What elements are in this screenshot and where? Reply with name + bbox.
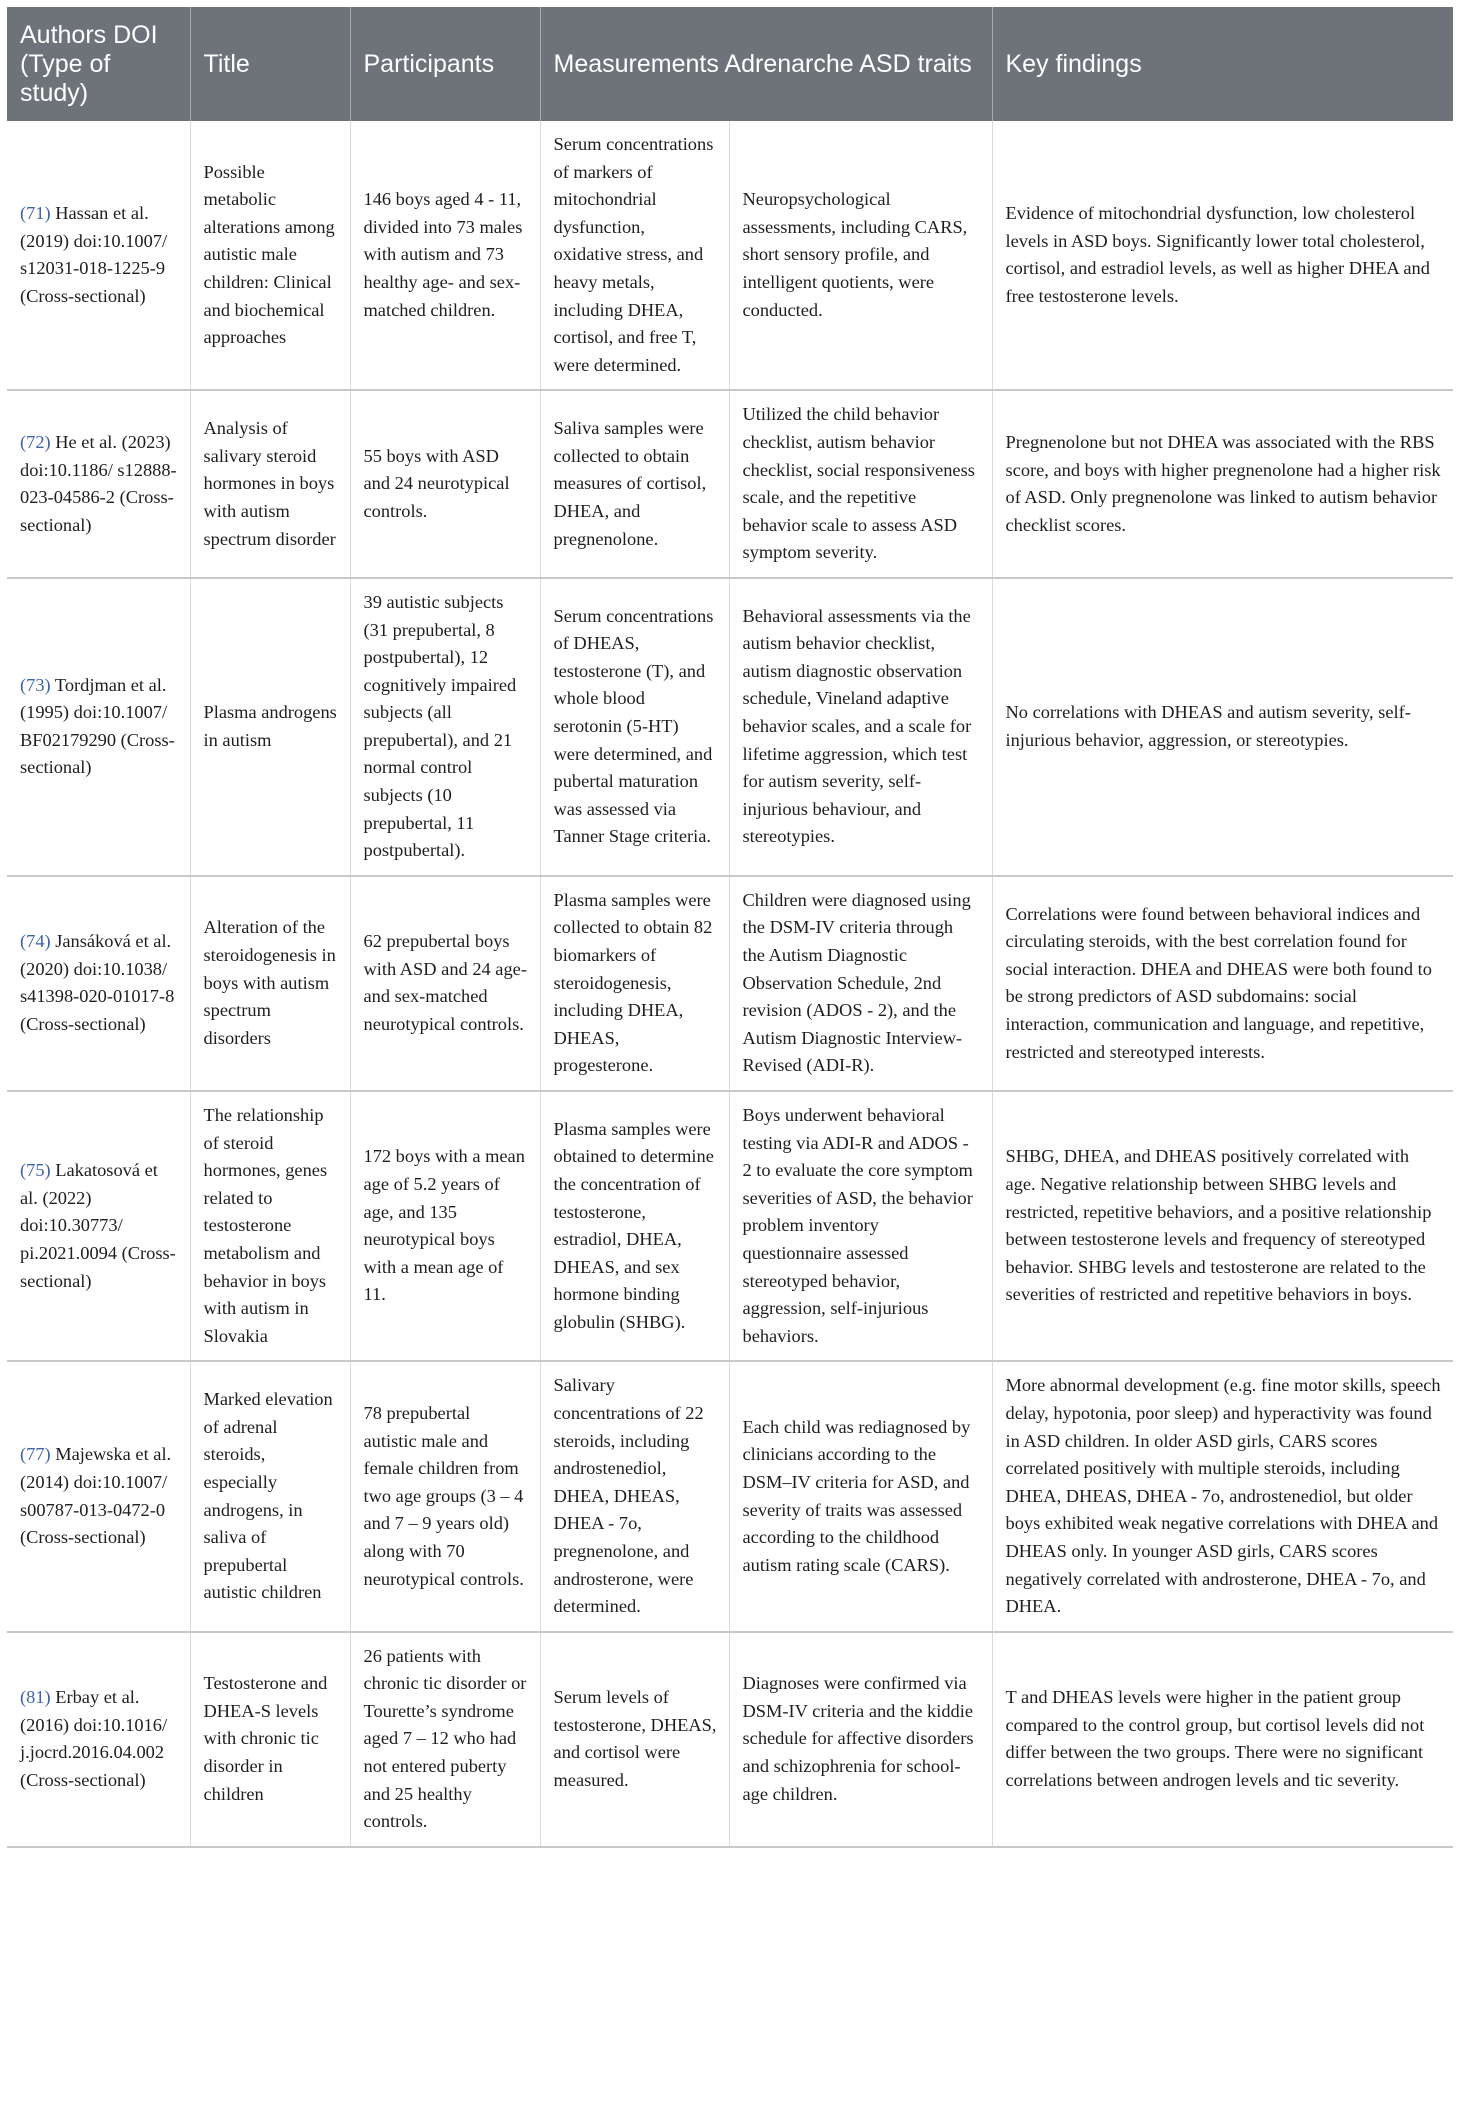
cell-adrenarche-measure: Serum concentrations of DHEAS, testosterone (T), and whole blood serotonin (5-HT) were determined, and pubertal maturation was assessed via Tanner Stage criteria. — [540, 578, 729, 876]
cell-authors — [7, 876, 190, 1091]
cell-asd-traits-measure: Children were diagnosed using the DSM-IV criteria through the Autism Diagnostic Observation Schedule, 2nd revision (ADOS - 2), and the Autism Diagnostic Interview-Revised (ADI-R). — [729, 876, 992, 1091]
cell-authors — [7, 390, 190, 578]
cell-key-findings: SHBG, DHEA, and DHEAS positively correlated with age. Negative relationship between SHBG levels and restricted, repetitive behaviors, and a positive relationship between testosterone levels and frequency of stereotyped behavior. SHBG levels and testosterone are related to the severities of restricted and repetitive behaviors in boys. — [992, 1091, 1453, 1361]
cell-key-findings: Evidence of mitochondrial dysfunction, low cholesterol levels in ASD boys. Significantly lower total cholesterol, cortisol, and estradiol levels, as well as higher DHEA and free testosterone levels. — [992, 121, 1453, 390]
cell-asd-traits-measure: Diagnoses were confirmed via DSM-IV criteria and the kiddie schedule for affective disorders and schizophrenia for school-age children. — [729, 1632, 992, 1847]
reference-link[interactable]: (75) — [20, 1160, 51, 1181]
reference-link[interactable]: (77) — [20, 1444, 51, 1465]
table-row — [7, 876, 1453, 1091]
reference-link[interactable]: (74) — [20, 931, 51, 952]
cell-key-findings: Pregnenolone but not DHEA was associated with the RBS score, and boys with higher pregnenolone had a higher risk of ASD. Only pregnenolone was linked to autism behavior checklist scores. — [992, 390, 1453, 578]
cell-authors — [7, 578, 190, 876]
authors-doi-text: Erbay et al. (2016) doi:10.1016/ j.jocrd.2016.04.002 (Cross-sectional) — [20, 1687, 168, 1790]
cell-asd-traits-measure: Boys underwent behavioral testing via ADI-R and ADOS - 2 to evaluate the core symptom severities of ASD, the behavior problem inventory questionnaire assessed stereotyped behavior, aggression, self-injurious behaviors. — [729, 1091, 992, 1361]
cell-participants: 62 prepubertal boys with ASD and 24 age- and sex-matched neurotypical controls. — [350, 876, 540, 1091]
table-row — [7, 578, 1453, 876]
header-participants: Participants — [350, 7, 540, 121]
cell-adrenarche-measure: Plasma samples were obtained to determine the concentration of testosterone, estradiol, DHEA, DHEAS, and sex hormone binding globulin (SHBG). — [540, 1091, 729, 1361]
authors-doi-text: He et al. (2023) doi:10.1186/ s12888-023-04586-2 (Cross-sectional) — [20, 431, 177, 535]
header-key-findings: Key findings — [992, 7, 1453, 121]
cell-asd-traits-measure: Utilized the child behavior checklist, autism behavior checklist, social responsiveness scale, and the repetitive behavior scale to assess ASD symptom severity. — [729, 390, 992, 578]
table-row — [7, 121, 1453, 390]
header-row — [7, 7, 1453, 121]
cell-adrenarche-measure: Serum levels of testosterone, DHEAS, and cortisol were measured. — [540, 1632, 729, 1847]
cell-title: Marked elevation of adrenal steroids, especially androgens, in saliva of prepubertal autistic children — [190, 1361, 350, 1631]
cell-authors — [7, 1632, 190, 1847]
cell-participants: 78 prepubertal autistic male and female children from two age groups (3 – 4 and 7 – 9 years old) along with 70 neurotypical controls. — [350, 1361, 540, 1631]
cell-asd-traits-measure: Behavioral assessments via the autism behavior checklist, autism diagnostic observation schedule, Vineland adaptive behavior scales, and a scale for lifetime aggression, which test for autism severity, self-injurious behaviour, and stereotypies. — [729, 578, 992, 876]
cell-title: Alteration of the steroidogenesis in boys with autism spectrum disorders — [190, 876, 350, 1091]
cell-participants: 39 autistic subjects (31 prepubertal, 8 postpubertal), 12 cognitively impaired subjects (all prepubertal), and 21 normal control subjects (10 prepubertal, 11 postpubertal). — [350, 578, 540, 876]
reference-link[interactable]: (81) — [20, 1687, 51, 1708]
table-header — [7, 7, 1453, 121]
cell-title: Testosterone and DHEA-S levels with chronic tic disorder in children — [190, 1632, 350, 1847]
table-row — [7, 1361, 1453, 1631]
cell-title: Analysis of salivary steroid hormones in boys with autism spectrum disorder — [190, 390, 350, 578]
cell-participants: 146 boys aged 4 - 11, divided into 73 males with autism and 73 healthy age- and sex-matched children. — [350, 121, 540, 390]
cell-title: Possible metabolic alterations among autistic male children: Clinical and biochemical approaches — [190, 121, 350, 390]
cell-participants: 55 boys with ASD and 24 neurotypical controls. — [350, 390, 540, 578]
table-body — [7, 121, 1453, 1847]
authors-doi-text: Tordjman et al. (1995) doi:10.1007/ BF02179290 (Cross-sectional) — [20, 674, 175, 778]
cell-participants: 26 patients with chronic tic disorder or Tourette’s syndrome aged 7 – 12 who had not entered puberty and 25 healthy controls. — [350, 1632, 540, 1847]
authors-doi-text: Hassan et al. (2019) doi:10.1007/ s12031-018-1225-9 (Cross-sectional) — [20, 202, 168, 306]
cell-asd-traits-measure: Each child was rediagnosed by clinicians according to the DSM–IV criteria for ASD, and severity of traits was assessed according to the childhood autism rating scale (CARS). — [729, 1361, 992, 1631]
cell-authors — [7, 1091, 190, 1361]
header-title: Title — [190, 7, 350, 121]
cell-adrenarche-measure: Serum concentrations of markers of mitochondrial dysfunction, oxidative stress, and heavy metals, including DHEA, cortisol, and free T, were determined. — [540, 121, 729, 390]
cell-adrenarche-measure: Salivary concentrations of 22 steroids, including androstenediol, DHEA, DHEAS, DHEA - 7o, pregnenolone, and androsterone, were determined. — [540, 1361, 729, 1631]
table-row — [7, 390, 1453, 578]
cell-title: The relationship of steroid hormones, genes related to testosterone metabolism and behavior in boys with autism in Slovakia — [190, 1091, 350, 1361]
cell-title: Plasma androgens in autism — [190, 578, 350, 876]
cell-key-findings: Correlations were found between behavioral indices and circulating steroids, with the best correlation found for social interaction. DHEA and DHEAS were both found to be strong predictors of ASD subdomains: social interaction, communication and language, and repetitive, restricted and stereotyped interests. — [992, 876, 1453, 1091]
authors-doi-text: Majewska et al. (2014) doi:10.1007/ s00787-013-0472-0 (Cross-sectional) — [20, 1444, 172, 1548]
authors-doi-text: Jansáková et al. (2020) doi:10.1038/ s41398-020-01017-8 (Cross-sectional) — [20, 931, 175, 1035]
cell-key-findings: T and DHEAS levels were higher in the patient group compared to the control group, but cortisol levels did not differ between the two groups. There were no significant correlations between androgen levels and tic severity. — [992, 1632, 1453, 1847]
cell-authors — [7, 1361, 190, 1631]
cell-participants: 172 boys with a mean age of 5.2 years of age, and 135 neurotypical boys with a mean age of 11. — [350, 1091, 540, 1361]
reference-link[interactable]: (73) — [20, 674, 51, 695]
cell-key-findings: More abnormal development (e.g. fine motor skills, speech delay, hypotonia, poor sleep) and hyperactivity was found in ASD children. In older ASD girls, CARS scores correlated positively with multiple steroids, including DHEA, DHEAS, DHEA - 7o, androstenediol, but older boys exhibited weak negative correlations with DHEA and DHEAS only. In younger ASD girls, CARS scores negatively correlated with androsterone, DHEA - 7o, and DHEA. — [992, 1361, 1453, 1631]
table-row — [7, 1632, 1453, 1847]
reference-link[interactable]: (71) — [20, 202, 51, 223]
authors-doi-text: Lakatosová et al. (2022) doi:10.30773/ pi.2021.0094 (Cross-sectional) — [20, 1160, 176, 1291]
cell-authors — [7, 121, 190, 390]
cell-adrenarche-measure: Saliva samples were collected to obtain measures of cortisol, DHEA, and pregnenolone. — [540, 390, 729, 578]
table-row — [7, 1091, 1453, 1361]
cell-key-findings: No correlations with DHEAS and autism severity, self-injurious behavior, aggression, or stereotypies. — [992, 578, 1453, 876]
header-measurements: Measurements Adrenarche ASD traits — [540, 7, 992, 121]
reference-link[interactable]: (72) — [20, 431, 51, 452]
cell-adrenarche-measure: Plasma samples were collected to obtain 82 biomarkers of steroidogenesis, including DHEA, DHEAS, progesterone. — [540, 876, 729, 1091]
studies-table — [7, 7, 1453, 1848]
header-authors: Authors DOI (Type of study) — [7, 7, 190, 121]
cell-asd-traits-measure: Neuropsychological assessments, including CARS, short sensory profile, and intelligent quotients, were conducted. — [729, 121, 992, 390]
